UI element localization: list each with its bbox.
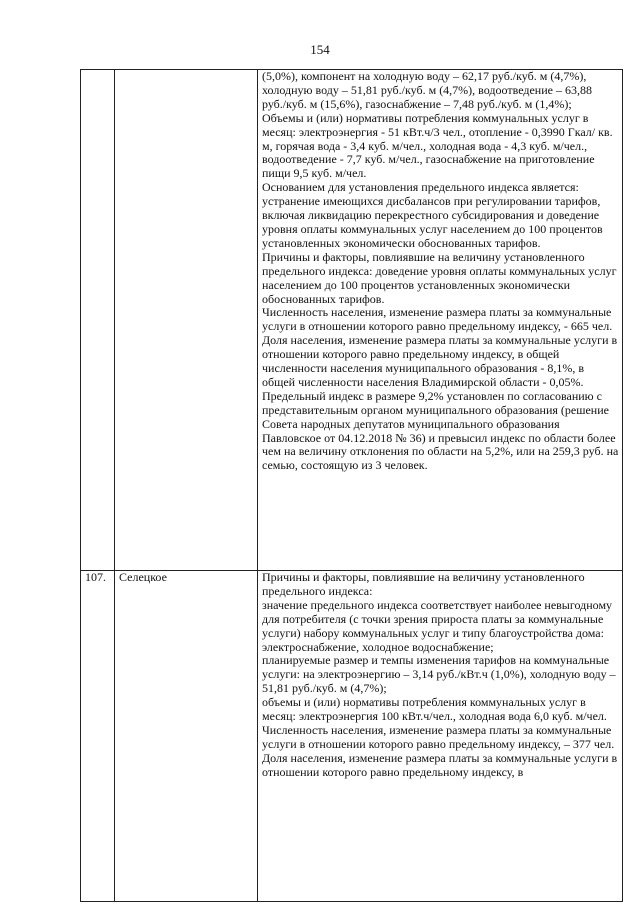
paragraph: Основанием для установления предельного индекса является: устранение имеющихся дисбалансов при регулировании тарифов, включая ликвидацию перекрестного субсидирования и доведение уровня оплаты коммунальных услуг населением до 100 процентов установленных экономически обоснованных тарифов. (262, 180, 603, 250)
paragraph: (5,0%), компонент на холодную воду – 62,17 руб./куб. м (4,7%), холодную воду – 51,81 руб./куб. м (4,7%), водоотведение – 63,88 руб./куб. м (15,6%), газоснабжение – 7,48 руб./куб. м (1,4%); (262, 69, 592, 111)
description-cell (258, 571, 623, 902)
table-row (81, 70, 623, 571)
table-row (81, 571, 623, 902)
paragraph: значение предельного индекса соответствует наиболее невыгодному для потребителя (с точки зрения прироста платы за коммунальные услуги) набору коммунальных услуг и типу благоустройства дома: электроснабжение, холодное водоснабжение; (262, 597, 613, 654)
paragraph: Численность населения, изменение размера платы за коммунальные услуги в отношении которого равно предельному индексу, – 377 чел. (262, 722, 615, 751)
paragraph: Численность населения, изменение размера платы за коммунальные услуги в отношении которого равно предельному индексу, - 665 чел. (262, 305, 613, 334)
paragraph: Предельный индекс в размере 9,2% установлен по согласованию с представительным органом муниципального образования (решение Совета народных депутатов муниципального образования Павловское от 04.12.2018 № 36) и превысил индекс по области более чем на величину отклонения по области на 5,2%, или на 259,3 руб. на семью, состоящую из 3 человек. (262, 388, 619, 473)
index-table (80, 69, 623, 902)
paragraph: Доля населения, изменение размера платы за коммунальные услуги в отношении которого равно предельному индексу, в (262, 750, 618, 779)
paragraph: объемы и (или) нормативы потребления коммунальных услуг в месяц: электроэнергия 100 кВт.ч/чел., холодная вода 6,0 куб. м/чел. (262, 695, 607, 724)
paragraph: Причины и факторы, повлиявшие на величину установленного предельного индекса: доведение уровня оплаты коммунальных услуг населением до 100 процентов установленных экономически обоснованных тарифов. (262, 249, 617, 306)
row-number-cell (81, 70, 115, 571)
paragraph: Объемы и (или) нормативы потребления коммунальных услуг в месяц: электроэнергия - 51 кВт.ч/3 чел., отопление - 0,3990 Гкал/ кв. м, горячая вода - 3,4 куб. м/чел., холодная вода - 4,3 куб. м/чел., водоотведение - 7,7 куб. м/чел., газоснабжение на приготовление пищи 9,5 куб. м/чел. (262, 110, 613, 181)
description-cell (258, 70, 623, 571)
paragraph: планируемые размер и темпы изменения тарифов на коммунальные услуги: на электроэнергию – 3,14 руб./кВт.ч (1,0%), холодную воду – 51,81 руб./куб. м (4,7%); (262, 653, 616, 696)
municipality-name-cell: Селецкое (115, 571, 258, 902)
paragraph: Причины и факторы, повлиявшие на величину установленного предельного индекса: (262, 570, 585, 598)
row-number-cell: 107. (81, 571, 115, 902)
paragraph: Доля населения, изменение размера платы за коммунальные услуги в отношении которого равно предельному индексу, в общей численности населения муниципального образования - 8,1%, в общей численности населения Владимирской области - 0,05%. (262, 333, 618, 389)
municipality-name-cell (115, 70, 258, 571)
page-number: 154 (310, 42, 330, 57)
